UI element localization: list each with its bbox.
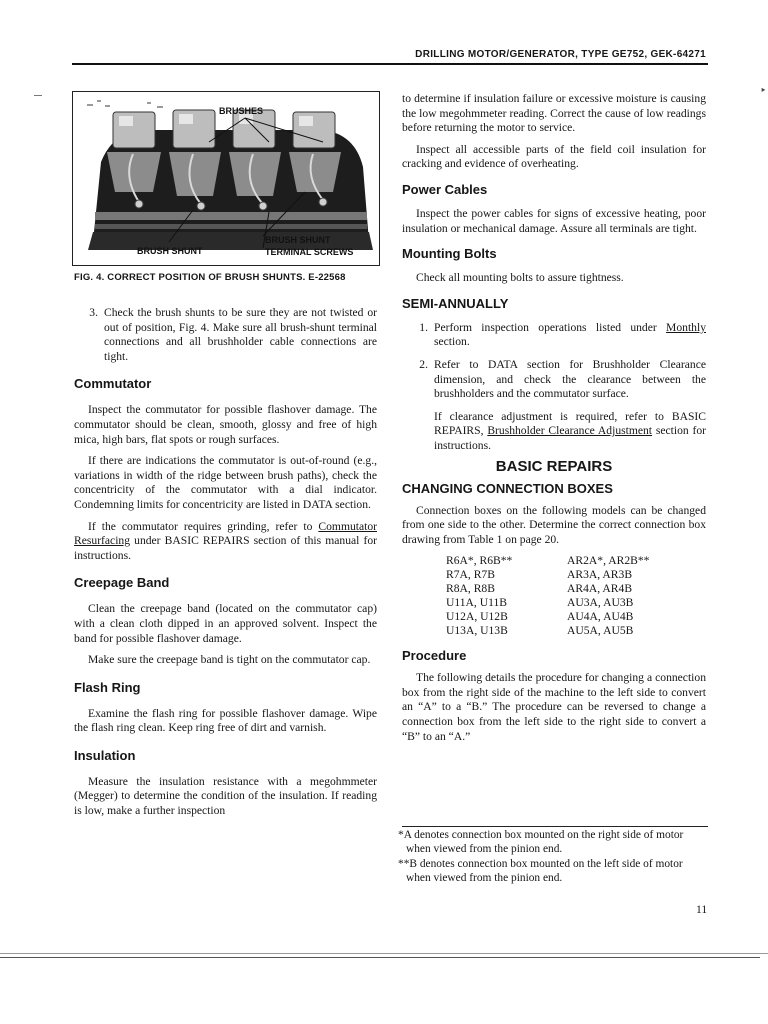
commutator-resurfacing-reference: Commutator Resurfacing bbox=[74, 519, 377, 548]
text-run: section. bbox=[434, 335, 470, 349]
procedure-paragraph: The following details the procedure for changing a connection box from the right side of the machine to the left side to convert an “A” to a “B.” The procedure can be reversed to change a connection box from the left side to the right side to convert a “B” to an “A.” bbox=[402, 671, 706, 743]
table-row bbox=[446, 568, 649, 582]
margin-mark bbox=[34, 95, 42, 96]
table-cell: U13A, U13B bbox=[446, 624, 508, 638]
table-cell: U11A, U11B bbox=[446, 596, 507, 610]
flash-ring-heading: Flash Ring bbox=[74, 679, 141, 695]
creepage-paragraph-1: Clean the creepage band (located on the commutator cap) with a clean cloth dipped in an approved solvent. Inspect the band for possible flashover damage. bbox=[74, 602, 377, 645]
creepage-band-heading: Creepage Band bbox=[74, 575, 170, 591]
footnote-rule bbox=[402, 826, 708, 827]
text-run: Perform inspection operations listed under bbox=[434, 320, 667, 334]
footnote-b: **B denotes connection box mounted on the left side of motor when viewed from the pinion end. bbox=[398, 857, 683, 885]
mounting-bolts-paragraph: Check all mounting bolts to assure tightness. bbox=[416, 271, 624, 285]
table-cell: AR3A, AR3B bbox=[567, 568, 633, 582]
text-run: under BASIC REPAIRS section of this manual for instructions. bbox=[74, 534, 377, 562]
table-cell: AR4A, AR4B bbox=[567, 582, 633, 596]
table-cell: AR2A*, AR2B** bbox=[567, 554, 650, 568]
insulation-paragraph: Measure the insulation resistance with a megohmmeter (Megger) to determine the condition of the insulation. If reading is low, make a further inspection bbox=[74, 774, 377, 818]
corner-mark: ‣ bbox=[760, 85, 767, 97]
step-text: Refer to DATA section for Brushholder Clearance dimension, and check the clearance between the brushholders and the commutator surface. bbox=[434, 357, 706, 401]
changing-connection-boxes-paragraph: Connection boxes on the following models can be changed from one side to the other. Determine the correct connection box drawing from Table 1 on page 20. bbox=[402, 503, 706, 546]
semi-annual-step-2 bbox=[402, 358, 706, 402]
text-run: If the commutator requires grinding, refer to bbox=[88, 519, 319, 533]
table-row bbox=[446, 610, 649, 624]
label-terminal-screws: TERMINAL SCREWS bbox=[265, 247, 354, 257]
figure-caption: FIG. 4. CORRECT POSITION OF BRUSH SHUNTS. E-22568 bbox=[74, 272, 346, 283]
field-coil-paragraph: Inspect all accessible parts of the field coil insulation for cracking and evidence of overheating. bbox=[402, 142, 706, 171]
semi-annually-heading: SEMI-ANNUALLY bbox=[402, 295, 509, 311]
figure-4-photo bbox=[72, 91, 380, 266]
left-column bbox=[74, 306, 377, 826]
table-row bbox=[446, 596, 649, 610]
label-brushes: BRUSHES bbox=[219, 106, 264, 116]
running-header: DRILLING MOTOR/GENERATOR, TYPE GE752, GEK-64271 bbox=[415, 49, 706, 60]
commutator-heading: Commutator bbox=[74, 376, 152, 392]
table-row bbox=[446, 582, 649, 596]
step-number: 1. bbox=[419, 320, 428, 334]
text-run: section for instructions. bbox=[434, 424, 706, 452]
insulation-heading: Insulation bbox=[74, 747, 136, 763]
header-rule bbox=[72, 63, 708, 65]
monthly-section-reference: Monthly bbox=[666, 320, 706, 334]
step-text bbox=[434, 321, 706, 350]
basic-repairs-heading: BASIC REPAIRS bbox=[495, 457, 613, 475]
creepage-paragraph-2: Make sure the creepage band is tight on the commutator cap. bbox=[88, 653, 371, 667]
table-cell: AU3A, AU3B bbox=[567, 596, 634, 610]
footer-rule bbox=[0, 957, 760, 958]
model-list-table bbox=[446, 554, 649, 638]
label-brush-shunt-left: BRUSH SHUNT bbox=[137, 246, 203, 256]
label-brush-shunt-right: BRUSH SHUNT bbox=[265, 235, 331, 245]
brushholder-clearance-reference: Brushholder Clearance Adjustment bbox=[487, 424, 653, 438]
step-number: 2. bbox=[419, 357, 428, 371]
power-cables-paragraph: Inspect the power cables for signs of excessive heating, poor insulation or mechanical damage. Assure all terminals are tight. bbox=[402, 206, 706, 235]
table-cell: R7A, R7B bbox=[446, 568, 495, 582]
footnotes bbox=[398, 828, 708, 886]
footnote-a: *A denotes connection box mounted on the right side of motor when viewed from the pinion end. bbox=[398, 829, 684, 856]
right-column bbox=[402, 92, 706, 751]
text-run: If clearance adjustment is required, refer to BASIC REPAIRS, bbox=[434, 409, 706, 438]
commutator-paragraph-3 bbox=[74, 520, 377, 564]
table-cell: R8A, R8B bbox=[446, 582, 495, 596]
procedure-heading: Procedure bbox=[402, 648, 467, 664]
table-cell: AU4A, AU4B bbox=[567, 610, 634, 624]
mounting-bolts-heading: Mounting Bolts bbox=[402, 246, 497, 262]
changing-connection-boxes-heading: CHANGING CONNECTION BOXES bbox=[402, 480, 613, 496]
power-cables-heading: Power Cables bbox=[402, 181, 488, 197]
table-cell: U12A, U12B bbox=[446, 610, 508, 624]
table-row bbox=[446, 624, 649, 638]
flash-ring-paragraph: Examine the flash ring for possible flashover damage. Wipe the flash ring clean. Keep ring free of dirt and varnish. bbox=[74, 706, 377, 735]
brush-shunt-step bbox=[72, 306, 377, 364]
page-number: 11 bbox=[696, 903, 708, 916]
step-number: 3. bbox=[89, 306, 98, 319]
table-cell: R6A*, R6B** bbox=[446, 554, 513, 568]
table-cell: AU5A, AU5B bbox=[567, 624, 634, 638]
commutator-paragraph-2: If there are indications the commutator is out-of-round (e.g., variations in width of the ridge between brush paths), check the concentricity of the commutator with a dial indicator. Condemning limits for concentricity are listed in DATA section. bbox=[74, 454, 377, 511]
step-text: Check the brush shunts to be sure they are not twisted or out of position, Fig. 4. Make sure all brush-shunt terminal connections and all brushholder cable connections are tight. bbox=[104, 306, 377, 363]
brushholder-photo-illustration bbox=[73, 92, 378, 264]
table-row bbox=[446, 554, 649, 568]
clearance-adjustment-paragraph bbox=[434, 410, 706, 454]
commutator-paragraph-1: Inspect the commutator for possible flashover damage. The commutator should be clean, smooth, glossy and free of high mica, high bars, flat spots or rough surfaces. bbox=[74, 403, 377, 446]
semi-annual-step-1 bbox=[402, 321, 706, 350]
insulation-continued-paragraph: to determine if insulation failure or excessive moisture is causing the low megohmmeter reading. Correct the cause of low readings before returning the motor to service. bbox=[402, 92, 706, 135]
footer-rule bbox=[0, 953, 768, 954]
